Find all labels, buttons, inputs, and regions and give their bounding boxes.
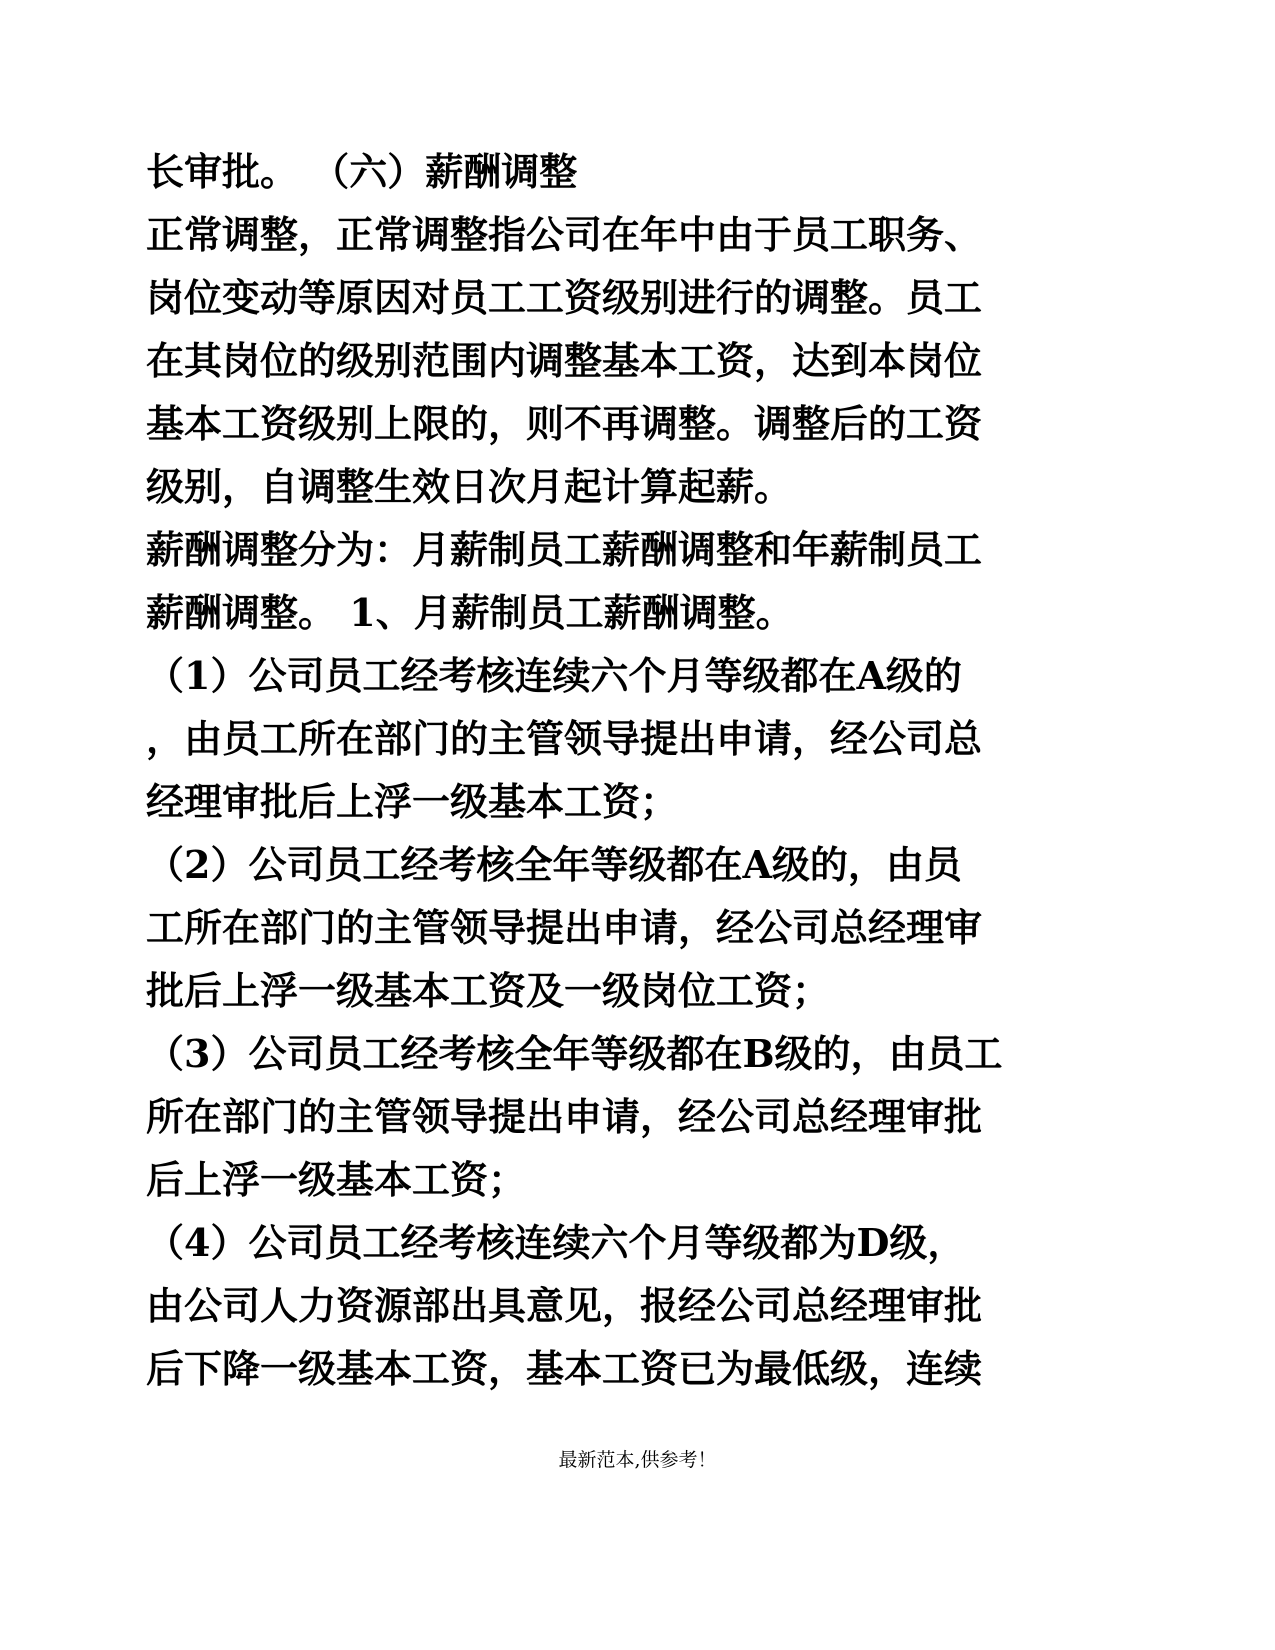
body-line: （4）公司员工经考核连续六个月等级都为D级， [146,1220,966,1265]
body-line: 级别，自调整生效日次月起计算起薪。 [146,464,793,509]
body-line: 经理审批后上浮一级基本工资； [146,779,679,824]
body-line: ，由员工所在部门的主管领导提出申请，经公司总 [146,716,983,761]
body-line: （1）公司员工经考核连续六个月等级都在A级的 [146,653,962,698]
body-line: 批后上浮一级基本工资及一级岗位工资； [146,968,831,1013]
body-line: 薪酬调整分为：月薪制员工薪酬调整和年薪制员工 [146,527,983,572]
body-line: 长审批。 （六）薪酬调整 [146,149,578,194]
body-line: （2）公司员工经考核全年等级都在A级的，由员 [146,842,962,887]
body-line: 后下降一级基本工资，基本工资已为最低级，连续 [146,1346,983,1391]
body-line: 由公司人力资源部出具意见，报经公司总经理审批 [146,1283,983,1328]
body-line: 工所在部门的主管领导提出申请，经公司总经理审 [146,905,983,950]
body-line: 所在部门的主管领导提出申请，经公司总经理审批 [146,1094,983,1139]
document-body [146,140,1146,1400]
body-line: 薪酬调整。 1、月薪制员工薪酬调整。 [146,590,794,635]
body-line: 后上浮一级基本工资； [146,1157,527,1202]
body-line: 正常调整，正常调整指公司在年中由于员工职务、 [146,212,983,257]
body-line: 在其岗位的级别范围内调整基本工资，达到本岗位 [146,338,983,383]
body-line: 岗位变动等原因对员工工资级别进行的调整。员工 [146,275,983,320]
body-line: （3）公司员工经考核全年等级都在B级的，由员工 [146,1031,1003,1076]
body-line: 基本工资级别上限的，则不再调整。调整后的工资 [146,401,983,446]
page-footer: 最新范本,供参考！ [558,1449,717,1471]
